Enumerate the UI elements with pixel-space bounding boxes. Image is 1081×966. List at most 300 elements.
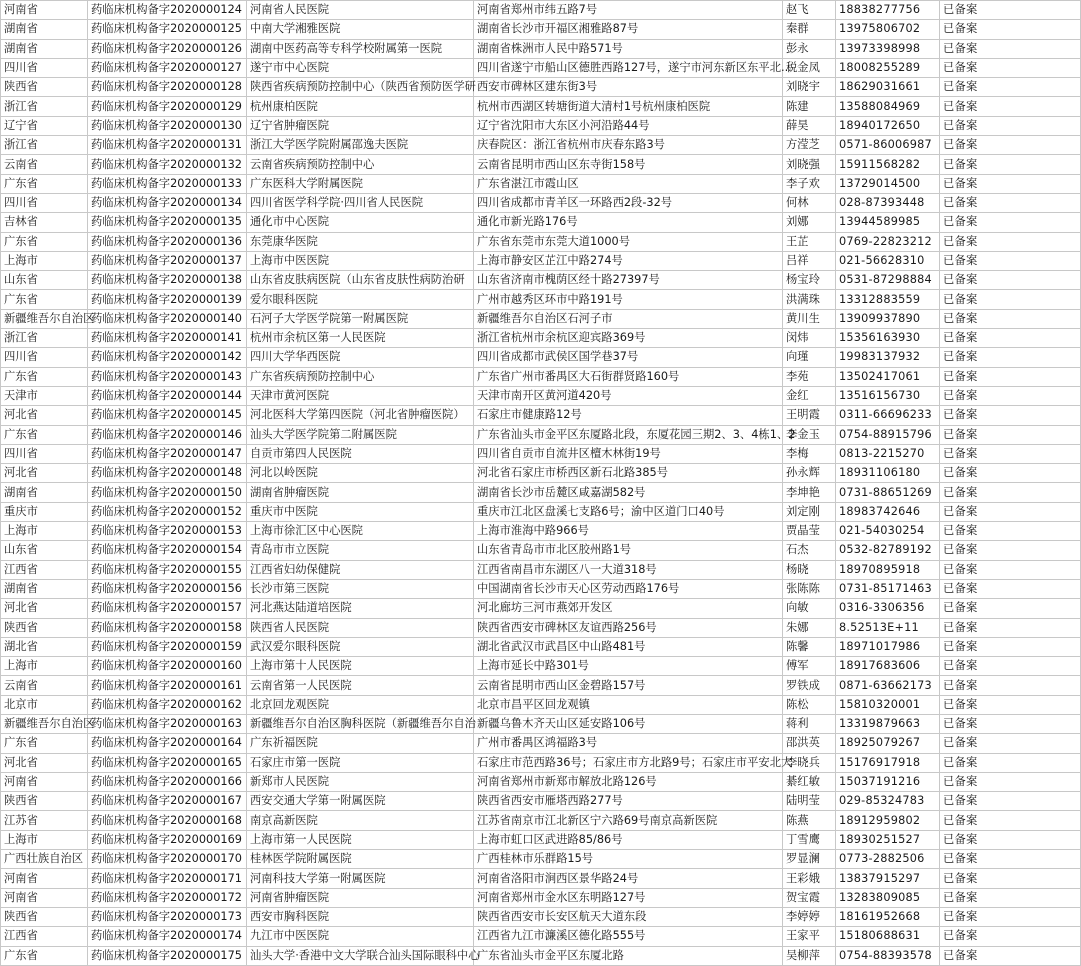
contact-cell[interactable]: 邵洪英 — [783, 734, 836, 753]
phone-cell[interactable]: 15356163930 — [836, 329, 940, 348]
province-cell[interactable]: 山东省 — [1, 541, 88, 560]
address-cell[interactable]: 河南省郑州市新郑市解放北路126号 — [474, 772, 783, 791]
institution-cell[interactable]: 桂林医学院附属医院 — [247, 850, 474, 869]
institution-cell[interactable]: 自贡市第四人民医院 — [247, 444, 474, 463]
address-cell[interactable]: 广东省湛江市霞山区 — [474, 174, 783, 193]
address-cell[interactable]: 广州市越秀区环市中路191号 — [474, 290, 783, 309]
contact-cell[interactable]: 李子欢 — [783, 174, 836, 193]
record-number-cell[interactable]: 药临床机构备字2020000173 — [88, 907, 247, 926]
province-cell[interactable]: 四川省 — [1, 444, 88, 463]
record-number-cell[interactable]: 药临床机构备字2020000126 — [88, 39, 247, 58]
address-cell[interactable]: 江西省南昌市东湖区八一大道318号 — [474, 560, 783, 579]
institution-cell[interactable]: 新郑市人民医院 — [247, 772, 474, 791]
province-cell[interactable]: 上海市 — [1, 657, 88, 676]
province-cell[interactable]: 浙江省 — [1, 97, 88, 116]
province-cell[interactable]: 云南省 — [1, 676, 88, 695]
province-cell[interactable]: 山东省 — [1, 271, 88, 290]
contact-cell[interactable]: 刘娜 — [783, 213, 836, 232]
institution-cell[interactable]: 广东省疾病预防控制中心 — [247, 367, 474, 386]
status-cell[interactable]: 已备案 — [940, 174, 1081, 193]
province-cell[interactable]: 上海市 — [1, 830, 88, 849]
phone-cell[interactable]: 18971017986 — [836, 637, 940, 656]
institution-cell[interactable]: 云南省第一人民医院 — [247, 676, 474, 695]
province-cell[interactable]: 浙江省 — [1, 136, 88, 155]
address-cell[interactable]: 新疆乌鲁木齐天山区延安路106号 — [474, 714, 783, 733]
record-number-cell[interactable]: 药临床机构备字2020000162 — [88, 695, 247, 714]
status-cell[interactable]: 已备案 — [940, 213, 1081, 232]
record-number-cell[interactable]: 药临床机构备字2020000130 — [88, 116, 247, 135]
address-cell[interactable]: 江西省九江市濂溪区德化路555号 — [474, 927, 783, 946]
phone-cell[interactable]: 18925079267 — [836, 734, 940, 753]
record-number-cell[interactable]: 药临床机构备字2020000143 — [88, 367, 247, 386]
status-cell[interactable]: 已备案 — [940, 753, 1081, 772]
status-cell[interactable]: 已备案 — [940, 618, 1081, 637]
record-number-cell[interactable]: 药临床机构备字2020000146 — [88, 425, 247, 444]
province-cell[interactable]: 上海市 — [1, 251, 88, 270]
institution-cell[interactable]: 北京回龙观医院 — [247, 695, 474, 714]
contact-cell[interactable]: 罗铁成 — [783, 676, 836, 695]
address-cell[interactable]: 广东省汕头市金平区东厦路北段，东厦花园三期2、3、4栋1、2 — [474, 425, 783, 444]
contact-cell[interactable]: 罗显澜 — [783, 850, 836, 869]
status-cell[interactable]: 已备案 — [940, 888, 1081, 907]
address-cell[interactable]: 广东省东莞市东莞大道1000号 — [474, 232, 783, 251]
phone-cell[interactable]: 0731-88651269 — [836, 483, 940, 502]
address-cell[interactable]: 四川省自贡市自流井区檀木林街19号 — [474, 444, 783, 463]
status-cell[interactable]: 已备案 — [940, 464, 1081, 483]
status-cell[interactable]: 已备案 — [940, 116, 1081, 135]
institution-cell[interactable]: 河南省人民医院 — [247, 1, 474, 20]
phone-cell[interactable]: 13516156730 — [836, 386, 940, 405]
phone-cell[interactable]: 0813-2215270 — [836, 444, 940, 463]
phone-cell[interactable]: 15810320001 — [836, 695, 940, 714]
province-cell[interactable]: 北京市 — [1, 695, 88, 714]
record-number-cell[interactable]: 药临床机构备字2020000127 — [88, 58, 247, 77]
status-cell[interactable]: 已备案 — [940, 502, 1081, 521]
address-cell[interactable]: 四川省成都市青羊区一环路西2段-32号 — [474, 193, 783, 212]
province-cell[interactable]: 广东省 — [1, 290, 88, 309]
contact-cell[interactable]: 闵炜 — [783, 329, 836, 348]
institution-cell[interactable]: 河北以岭医院 — [247, 464, 474, 483]
address-cell[interactable]: 江苏省南京市江北新区宁六路69号南京高新医院 — [474, 811, 783, 830]
phone-cell[interactable]: 18629031661 — [836, 78, 940, 97]
address-cell[interactable]: 四川省遂宁市船山区德胜西路127号，遂宁市河东新区东平北... — [474, 58, 783, 77]
phone-cell[interactable]: 021-56628310 — [836, 251, 940, 270]
status-cell[interactable]: 已备案 — [940, 792, 1081, 811]
phone-cell[interactable]: 13944589985 — [836, 213, 940, 232]
address-cell[interactable]: 云南省昆明市西山区东寺街158号 — [474, 155, 783, 174]
record-number-cell[interactable]: 药临床机构备字2020000172 — [88, 888, 247, 907]
phone-cell[interactable]: 18983742646 — [836, 502, 940, 521]
record-number-cell[interactable]: 药临床机构备字2020000153 — [88, 522, 247, 541]
institution-cell[interactable]: 西安市胸科医院 — [247, 907, 474, 926]
contact-cell[interactable]: 陈松 — [783, 695, 836, 714]
status-cell[interactable]: 已备案 — [940, 290, 1081, 309]
record-number-cell[interactable]: 药临床机构备字2020000167 — [88, 792, 247, 811]
contact-cell[interactable]: 孙永辉 — [783, 464, 836, 483]
phone-cell[interactable]: 18917683606 — [836, 657, 940, 676]
record-number-cell[interactable]: 药临床机构备字2020000144 — [88, 386, 247, 405]
address-cell[interactable]: 广东省广州市番禺区大石街群贤路160号 — [474, 367, 783, 386]
address-cell[interactable]: 上海市延长中路301号 — [474, 657, 783, 676]
institution-cell[interactable]: 石家庄市第一医院 — [247, 753, 474, 772]
contact-cell[interactable]: 李金玉 — [783, 425, 836, 444]
record-number-cell[interactable]: 药临床机构备字2020000129 — [88, 97, 247, 116]
institution-cell[interactable]: 广东医科大学附属医院 — [247, 174, 474, 193]
status-cell[interactable]: 已备案 — [940, 830, 1081, 849]
record-number-cell[interactable]: 药临床机构备字2020000131 — [88, 136, 247, 155]
record-number-cell[interactable]: 药临床机构备字2020000147 — [88, 444, 247, 463]
province-cell[interactable]: 辽宁省 — [1, 116, 88, 135]
contact-cell[interactable]: 方滢芝 — [783, 136, 836, 155]
province-cell[interactable]: 湖南省 — [1, 20, 88, 39]
province-cell[interactable]: 河南省 — [1, 888, 88, 907]
record-number-cell[interactable]: 药临床机构备字2020000164 — [88, 734, 247, 753]
phone-cell[interactable]: 15176917918 — [836, 753, 940, 772]
record-number-cell[interactable]: 药临床机构备字2020000124 — [88, 1, 247, 20]
address-cell[interactable]: 河南省郑州市金水区东明路127号 — [474, 888, 783, 907]
institution-cell[interactable]: 山东省皮肤病医院（山东省皮肤性病防治研 — [247, 271, 474, 290]
phone-cell[interactable]: 13975806702 — [836, 20, 940, 39]
province-cell[interactable]: 河北省 — [1, 753, 88, 772]
province-cell[interactable]: 陕西省 — [1, 907, 88, 926]
record-number-cell[interactable]: 药临床机构备字2020000139 — [88, 290, 247, 309]
address-cell[interactable]: 上海市静安区芷江中路274号 — [474, 251, 783, 270]
phone-cell[interactable]: 0571-86006987 — [836, 136, 940, 155]
province-cell[interactable]: 江苏省 — [1, 811, 88, 830]
institution-cell[interactable]: 辽宁省肿瘤医院 — [247, 116, 474, 135]
record-number-cell[interactable]: 药临床机构备字2020000132 — [88, 155, 247, 174]
province-cell[interactable]: 广东省 — [1, 425, 88, 444]
phone-cell[interactable]: 19983137932 — [836, 348, 940, 367]
status-cell[interactable]: 已备案 — [940, 907, 1081, 926]
address-cell[interactable]: 通化市新光路176号 — [474, 213, 783, 232]
contact-cell[interactable]: 丁雪鹰 — [783, 830, 836, 849]
record-number-cell[interactable]: 药临床机构备字2020000150 — [88, 483, 247, 502]
status-cell[interactable]: 已备案 — [940, 444, 1081, 463]
province-cell[interactable]: 江西省 — [1, 927, 88, 946]
phone-cell[interactable]: 15037191216 — [836, 772, 940, 791]
address-cell[interactable]: 重庆市江北区盘溪七支路6号；渝中区道门口40号 — [474, 502, 783, 521]
address-cell[interactable]: 湖南省长沙市开福区湘雅路87号 — [474, 20, 783, 39]
contact-cell[interactable]: 陆明莹 — [783, 792, 836, 811]
record-number-cell[interactable]: 药临床机构备字2020000148 — [88, 464, 247, 483]
province-cell[interactable]: 湖南省 — [1, 483, 88, 502]
contact-cell[interactable]: 王家平 — [783, 927, 836, 946]
phone-cell[interactable]: 13837915297 — [836, 869, 940, 888]
province-cell[interactable]: 四川省 — [1, 193, 88, 212]
address-cell[interactable]: 四川省成都市武侯区国学巷37号 — [474, 348, 783, 367]
province-cell[interactable]: 广东省 — [1, 734, 88, 753]
contact-cell[interactable]: 王芷 — [783, 232, 836, 251]
phone-cell[interactable]: 18940172650 — [836, 116, 940, 135]
contact-cell[interactable]: 张陈陈 — [783, 579, 836, 598]
record-number-cell[interactable]: 药临床机构备字2020000165 — [88, 753, 247, 772]
phone-cell[interactable]: 13588084969 — [836, 97, 940, 116]
institution-cell[interactable]: 浙江大学医学院附属邵逸夫医院 — [247, 136, 474, 155]
contact-cell[interactable]: 蒋利 — [783, 714, 836, 733]
province-cell[interactable]: 陕西省 — [1, 78, 88, 97]
status-cell[interactable]: 已备案 — [940, 136, 1081, 155]
contact-cell[interactable]: 陈燕 — [783, 811, 836, 830]
record-number-cell[interactable]: 药临床机构备字2020000135 — [88, 213, 247, 232]
phone-cell[interactable]: 0871-63662173 — [836, 676, 940, 695]
record-number-cell[interactable]: 药临床机构备字2020000140 — [88, 309, 247, 328]
address-cell[interactable]: 中国湖南省长沙市天心区劳动西路176号 — [474, 579, 783, 598]
contact-cell[interactable]: 李坤艳 — [783, 483, 836, 502]
contact-cell[interactable]: 刘晓强 — [783, 155, 836, 174]
contact-cell[interactable]: 向敏 — [783, 599, 836, 618]
status-cell[interactable]: 已备案 — [940, 850, 1081, 869]
address-cell[interactable]: 广西桂林市乐群路15号 — [474, 850, 783, 869]
status-cell[interactable]: 已备案 — [940, 232, 1081, 251]
address-cell[interactable]: 浙江省杭州市余杭区迎宾路369号 — [474, 329, 783, 348]
institution-cell[interactable]: 南京高新医院 — [247, 811, 474, 830]
province-cell[interactable]: 上海市 — [1, 522, 88, 541]
contact-cell[interactable]: 李梅 — [783, 444, 836, 463]
address-cell[interactable]: 山东省济南市槐荫区经十路27397号 — [474, 271, 783, 290]
institution-cell[interactable]: 杭州市余杭区第一人民医院 — [247, 329, 474, 348]
province-cell[interactable]: 广东省 — [1, 946, 88, 965]
phone-cell[interactable]: 18838277756 — [836, 1, 940, 20]
phone-cell[interactable]: 15911568282 — [836, 155, 940, 174]
institution-cell[interactable]: 湖南中医药高等专科学校附属第一医院 — [247, 39, 474, 58]
contact-cell[interactable]: 杨宝玲 — [783, 271, 836, 290]
status-cell[interactable]: 已备案 — [940, 522, 1081, 541]
province-cell[interactable]: 江西省 — [1, 560, 88, 579]
status-cell[interactable]: 已备案 — [940, 869, 1081, 888]
status-cell[interactable]: 已备案 — [940, 155, 1081, 174]
province-cell[interactable]: 天津市 — [1, 386, 88, 405]
province-cell[interactable]: 河北省 — [1, 406, 88, 425]
province-cell[interactable]: 广西壮族自治区 — [1, 850, 88, 869]
contact-cell[interactable]: 金红 — [783, 386, 836, 405]
institution-cell[interactable]: 陕西省疾病预防控制中心（陕西省预防医学研 — [247, 78, 474, 97]
status-cell[interactable]: 已备案 — [940, 58, 1081, 77]
status-cell[interactable]: 已备案 — [940, 386, 1081, 405]
phone-cell[interactable]: 0769-22823212 — [836, 232, 940, 251]
phone-cell[interactable]: 13312883559 — [836, 290, 940, 309]
address-cell[interactable]: 北京市昌平区回龙观镇 — [474, 695, 783, 714]
province-cell[interactable]: 湖南省 — [1, 39, 88, 58]
record-number-cell[interactable]: 药临床机构备字2020000142 — [88, 348, 247, 367]
province-cell[interactable]: 浙江省 — [1, 329, 88, 348]
contact-cell[interactable]: 傅军 — [783, 657, 836, 676]
address-cell[interactable]: 新疆维吾尔自治区石河子市 — [474, 309, 783, 328]
status-cell[interactable]: 已备案 — [940, 695, 1081, 714]
contact-cell[interactable]: 何林 — [783, 193, 836, 212]
phone-cell[interactable]: 0532-82789192 — [836, 541, 940, 560]
province-cell[interactable]: 新疆维吾尔自治区 — [1, 309, 88, 328]
contact-cell[interactable]: 杨晓 — [783, 560, 836, 579]
institution-cell[interactable]: 江西省妇幼保健院 — [247, 560, 474, 579]
province-cell[interactable]: 重庆市 — [1, 502, 88, 521]
status-cell[interactable]: 已备案 — [940, 251, 1081, 270]
institution-cell[interactable]: 汕头大学·香港中文大学联合汕头国际眼科中心 — [247, 946, 474, 965]
record-number-cell[interactable]: 药临床机构备字2020000170 — [88, 850, 247, 869]
contact-cell[interactable]: 石杰 — [783, 541, 836, 560]
address-cell[interactable]: 河北省石家庄市桥西区新石北路385号 — [474, 464, 783, 483]
address-cell[interactable]: 石家庄市范西路36号；石家庄市方北路9号；石家庄市平安北大 — [474, 753, 783, 772]
contact-cell[interactable]: 刘定刚 — [783, 502, 836, 521]
record-number-cell[interactable]: 药临床机构备字2020000133 — [88, 174, 247, 193]
phone-cell[interactable]: 13973398998 — [836, 39, 940, 58]
address-cell[interactable]: 河南省郑州市纬五路7号 — [474, 1, 783, 20]
address-cell[interactable]: 西安市碑林区建东街3号 — [474, 78, 783, 97]
institution-cell[interactable]: 四川省医学科学院·四川省人民医院 — [247, 193, 474, 212]
address-cell[interactable]: 山东省青岛市市北区胶州路1号 — [474, 541, 783, 560]
contact-cell[interactable]: 薛昊 — [783, 116, 836, 135]
status-cell[interactable]: 已备案 — [940, 560, 1081, 579]
institution-cell[interactable]: 河南科技大学第一附属医院 — [247, 869, 474, 888]
record-number-cell[interactable]: 药临床机构备字2020000157 — [88, 599, 247, 618]
institution-cell[interactable]: 汕头大学医学院第二附属医院 — [247, 425, 474, 444]
status-cell[interactable]: 已备案 — [940, 39, 1081, 58]
institution-cell[interactable]: 上海市中医医院 — [247, 251, 474, 270]
institution-cell[interactable]: 湖南省肿瘤医院 — [247, 483, 474, 502]
phone-cell[interactable]: 13909937890 — [836, 309, 940, 328]
institution-cell[interactable]: 九江市中医医院 — [247, 927, 474, 946]
phone-cell[interactable]: 18930251527 — [836, 830, 940, 849]
record-number-cell[interactable]: 药临床机构备字2020000169 — [88, 830, 247, 849]
institution-cell[interactable]: 青岛市市立医院 — [247, 541, 474, 560]
phone-cell[interactable]: 18161952668 — [836, 907, 940, 926]
phone-cell[interactable]: 0311-66696233 — [836, 406, 940, 425]
institution-cell[interactable]: 上海市第一人民医院 — [247, 830, 474, 849]
phone-cell[interactable]: 0754-88915796 — [836, 425, 940, 444]
contact-cell[interactable]: 刘晓宇 — [783, 78, 836, 97]
address-cell[interactable]: 辽宁省沈阳市大东区小河沿路44号 — [474, 116, 783, 135]
province-cell[interactable]: 湖南省 — [1, 579, 88, 598]
phone-cell[interactable]: 18970895918 — [836, 560, 940, 579]
status-cell[interactable]: 已备案 — [940, 97, 1081, 116]
institution-cell[interactable]: 爱尔眼科医院 — [247, 290, 474, 309]
phone-cell[interactable]: 0731-85171463 — [836, 579, 940, 598]
status-cell[interactable]: 已备案 — [940, 541, 1081, 560]
address-cell[interactable]: 陕西省西安市碑林区友谊西路256号 — [474, 618, 783, 637]
province-cell[interactable]: 河南省 — [1, 772, 88, 791]
phone-cell[interactable]: 0316-3306356 — [836, 599, 940, 618]
province-cell[interactable]: 湖北省 — [1, 637, 88, 656]
record-number-cell[interactable]: 药临床机构备字2020000136 — [88, 232, 247, 251]
status-cell[interactable]: 已备案 — [940, 772, 1081, 791]
contact-cell[interactable]: 吕祥 — [783, 251, 836, 270]
record-number-cell[interactable]: 药临床机构备字2020000128 — [88, 78, 247, 97]
address-cell[interactable]: 天津市南开区黄河道420号 — [474, 386, 783, 405]
contact-cell[interactable]: 李婷婷 — [783, 907, 836, 926]
phone-cell[interactable]: 0754-88393578 — [836, 946, 940, 965]
status-cell[interactable]: 已备案 — [940, 406, 1081, 425]
address-cell[interactable]: 庆春院区：浙江省杭州市庆春东路3号 — [474, 136, 783, 155]
status-cell[interactable]: 已备案 — [940, 483, 1081, 502]
province-cell[interactable]: 四川省 — [1, 348, 88, 367]
status-cell[interactable]: 已备案 — [940, 348, 1081, 367]
address-cell[interactable]: 湖南省长沙市岳麓区咸嘉湖582号 — [474, 483, 783, 502]
contact-cell[interactable]: 朱娜 — [783, 618, 836, 637]
phone-cell[interactable]: 029-85324783 — [836, 792, 940, 811]
province-cell[interactable]: 河北省 — [1, 599, 88, 618]
status-cell[interactable]: 已备案 — [940, 927, 1081, 946]
phone-cell[interactable]: 028-87393448 — [836, 193, 940, 212]
institution-cell[interactable]: 长沙市第三医院 — [247, 579, 474, 598]
phone-cell[interactable]: 13319879663 — [836, 714, 940, 733]
phone-cell[interactable]: 0773-2882506 — [836, 850, 940, 869]
status-cell[interactable]: 已备案 — [940, 637, 1081, 656]
status-cell[interactable]: 已备案 — [940, 20, 1081, 39]
address-cell[interactable]: 云南省昆明市西山区金碧路157号 — [474, 676, 783, 695]
address-cell[interactable]: 河北廊坊三河市燕郊开发区 — [474, 599, 783, 618]
province-cell[interactable]: 四川省 — [1, 58, 88, 77]
contact-cell[interactable]: 吴柳萍 — [783, 946, 836, 965]
address-cell[interactable]: 石家庄市健康路12号 — [474, 406, 783, 425]
record-number-cell[interactable]: 药临床机构备字2020000138 — [88, 271, 247, 290]
contact-cell[interactable]: 王明霞 — [783, 406, 836, 425]
institution-cell[interactable]: 河南省肿瘤医院 — [247, 888, 474, 907]
institution-cell[interactable]: 上海市第十人民医院 — [247, 657, 474, 676]
status-cell[interactable]: 已备案 — [940, 811, 1081, 830]
institution-cell[interactable]: 西安交通大学第一附属医院 — [247, 792, 474, 811]
address-cell[interactable]: 湖南省株洲市人民中路571号 — [474, 39, 783, 58]
status-cell[interactable]: 已备案 — [940, 425, 1081, 444]
phone-cell[interactable]: 13502417061 — [836, 367, 940, 386]
institution-cell[interactable]: 河北医科大学第四医院（河北省肿瘤医院） — [247, 406, 474, 425]
contact-cell[interactable]: 税金凤 — [783, 58, 836, 77]
contact-cell[interactable]: 贾晶莹 — [783, 522, 836, 541]
record-number-cell[interactable]: 药临床机构备字2020000163 — [88, 714, 247, 733]
address-cell[interactable]: 广州市番禺区鸿福路3号 — [474, 734, 783, 753]
status-cell[interactable]: 已备案 — [940, 193, 1081, 212]
status-cell[interactable]: 已备案 — [940, 329, 1081, 348]
province-cell[interactable]: 新疆维吾尔自治区 — [1, 714, 88, 733]
status-cell[interactable]: 已备案 — [940, 676, 1081, 695]
province-cell[interactable]: 河南省 — [1, 869, 88, 888]
address-cell[interactable]: 河南省洛阳市涧西区景华路24号 — [474, 869, 783, 888]
contact-cell[interactable]: 綦红敏 — [783, 772, 836, 791]
address-cell[interactable]: 陕西省西安市雁塔西路277号 — [474, 792, 783, 811]
institution-cell[interactable]: 新疆维吾尔自治区胸科医院（新疆维吾尔自治 — [247, 714, 474, 733]
record-number-cell[interactable]: 药临床机构备字2020000134 — [88, 193, 247, 212]
province-cell[interactable]: 河南省 — [1, 1, 88, 20]
address-cell[interactable]: 陕西省西安市长安区航天大道东段 — [474, 907, 783, 926]
province-cell[interactable]: 陕西省 — [1, 792, 88, 811]
institution-cell[interactable]: 杭州康柏医院 — [247, 97, 474, 116]
record-number-cell[interactable]: 药临床机构备字2020000159 — [88, 637, 247, 656]
institution-cell[interactable]: 遂宁市中心医院 — [247, 58, 474, 77]
institution-cell[interactable]: 云南省疾病预防控制中心 — [247, 155, 474, 174]
contact-cell[interactable]: 洪满珠 — [783, 290, 836, 309]
status-cell[interactable]: 已备案 — [940, 367, 1081, 386]
institution-cell[interactable]: 四川大学华西医院 — [247, 348, 474, 367]
province-cell[interactable]: 广东省 — [1, 232, 88, 251]
record-number-cell[interactable]: 药临床机构备字2020000156 — [88, 579, 247, 598]
status-cell[interactable]: 已备案 — [940, 714, 1081, 733]
province-cell[interactable]: 广东省 — [1, 174, 88, 193]
phone-cell[interactable]: 0531-87298884 — [836, 271, 940, 290]
contact-cell[interactable]: 李苑 — [783, 367, 836, 386]
phone-cell[interactable]: 021-54030254 — [836, 522, 940, 541]
contact-cell[interactable]: 秦群 — [783, 20, 836, 39]
status-cell[interactable]: 已备案 — [940, 78, 1081, 97]
status-cell[interactable]: 已备案 — [940, 657, 1081, 676]
phone-cell[interactable]: 15180688631 — [836, 927, 940, 946]
phone-cell[interactable]: 8.52513E+11 — [836, 618, 940, 637]
province-cell[interactable]: 陕西省 — [1, 618, 88, 637]
status-cell[interactable]: 已备案 — [940, 309, 1081, 328]
contact-cell[interactable]: 彭永 — [783, 39, 836, 58]
province-cell[interactable]: 河北省 — [1, 464, 88, 483]
record-number-cell[interactable]: 药临床机构备字2020000154 — [88, 541, 247, 560]
institution-cell[interactable]: 广东祈福医院 — [247, 734, 474, 753]
record-number-cell[interactable]: 药临床机构备字2020000145 — [88, 406, 247, 425]
